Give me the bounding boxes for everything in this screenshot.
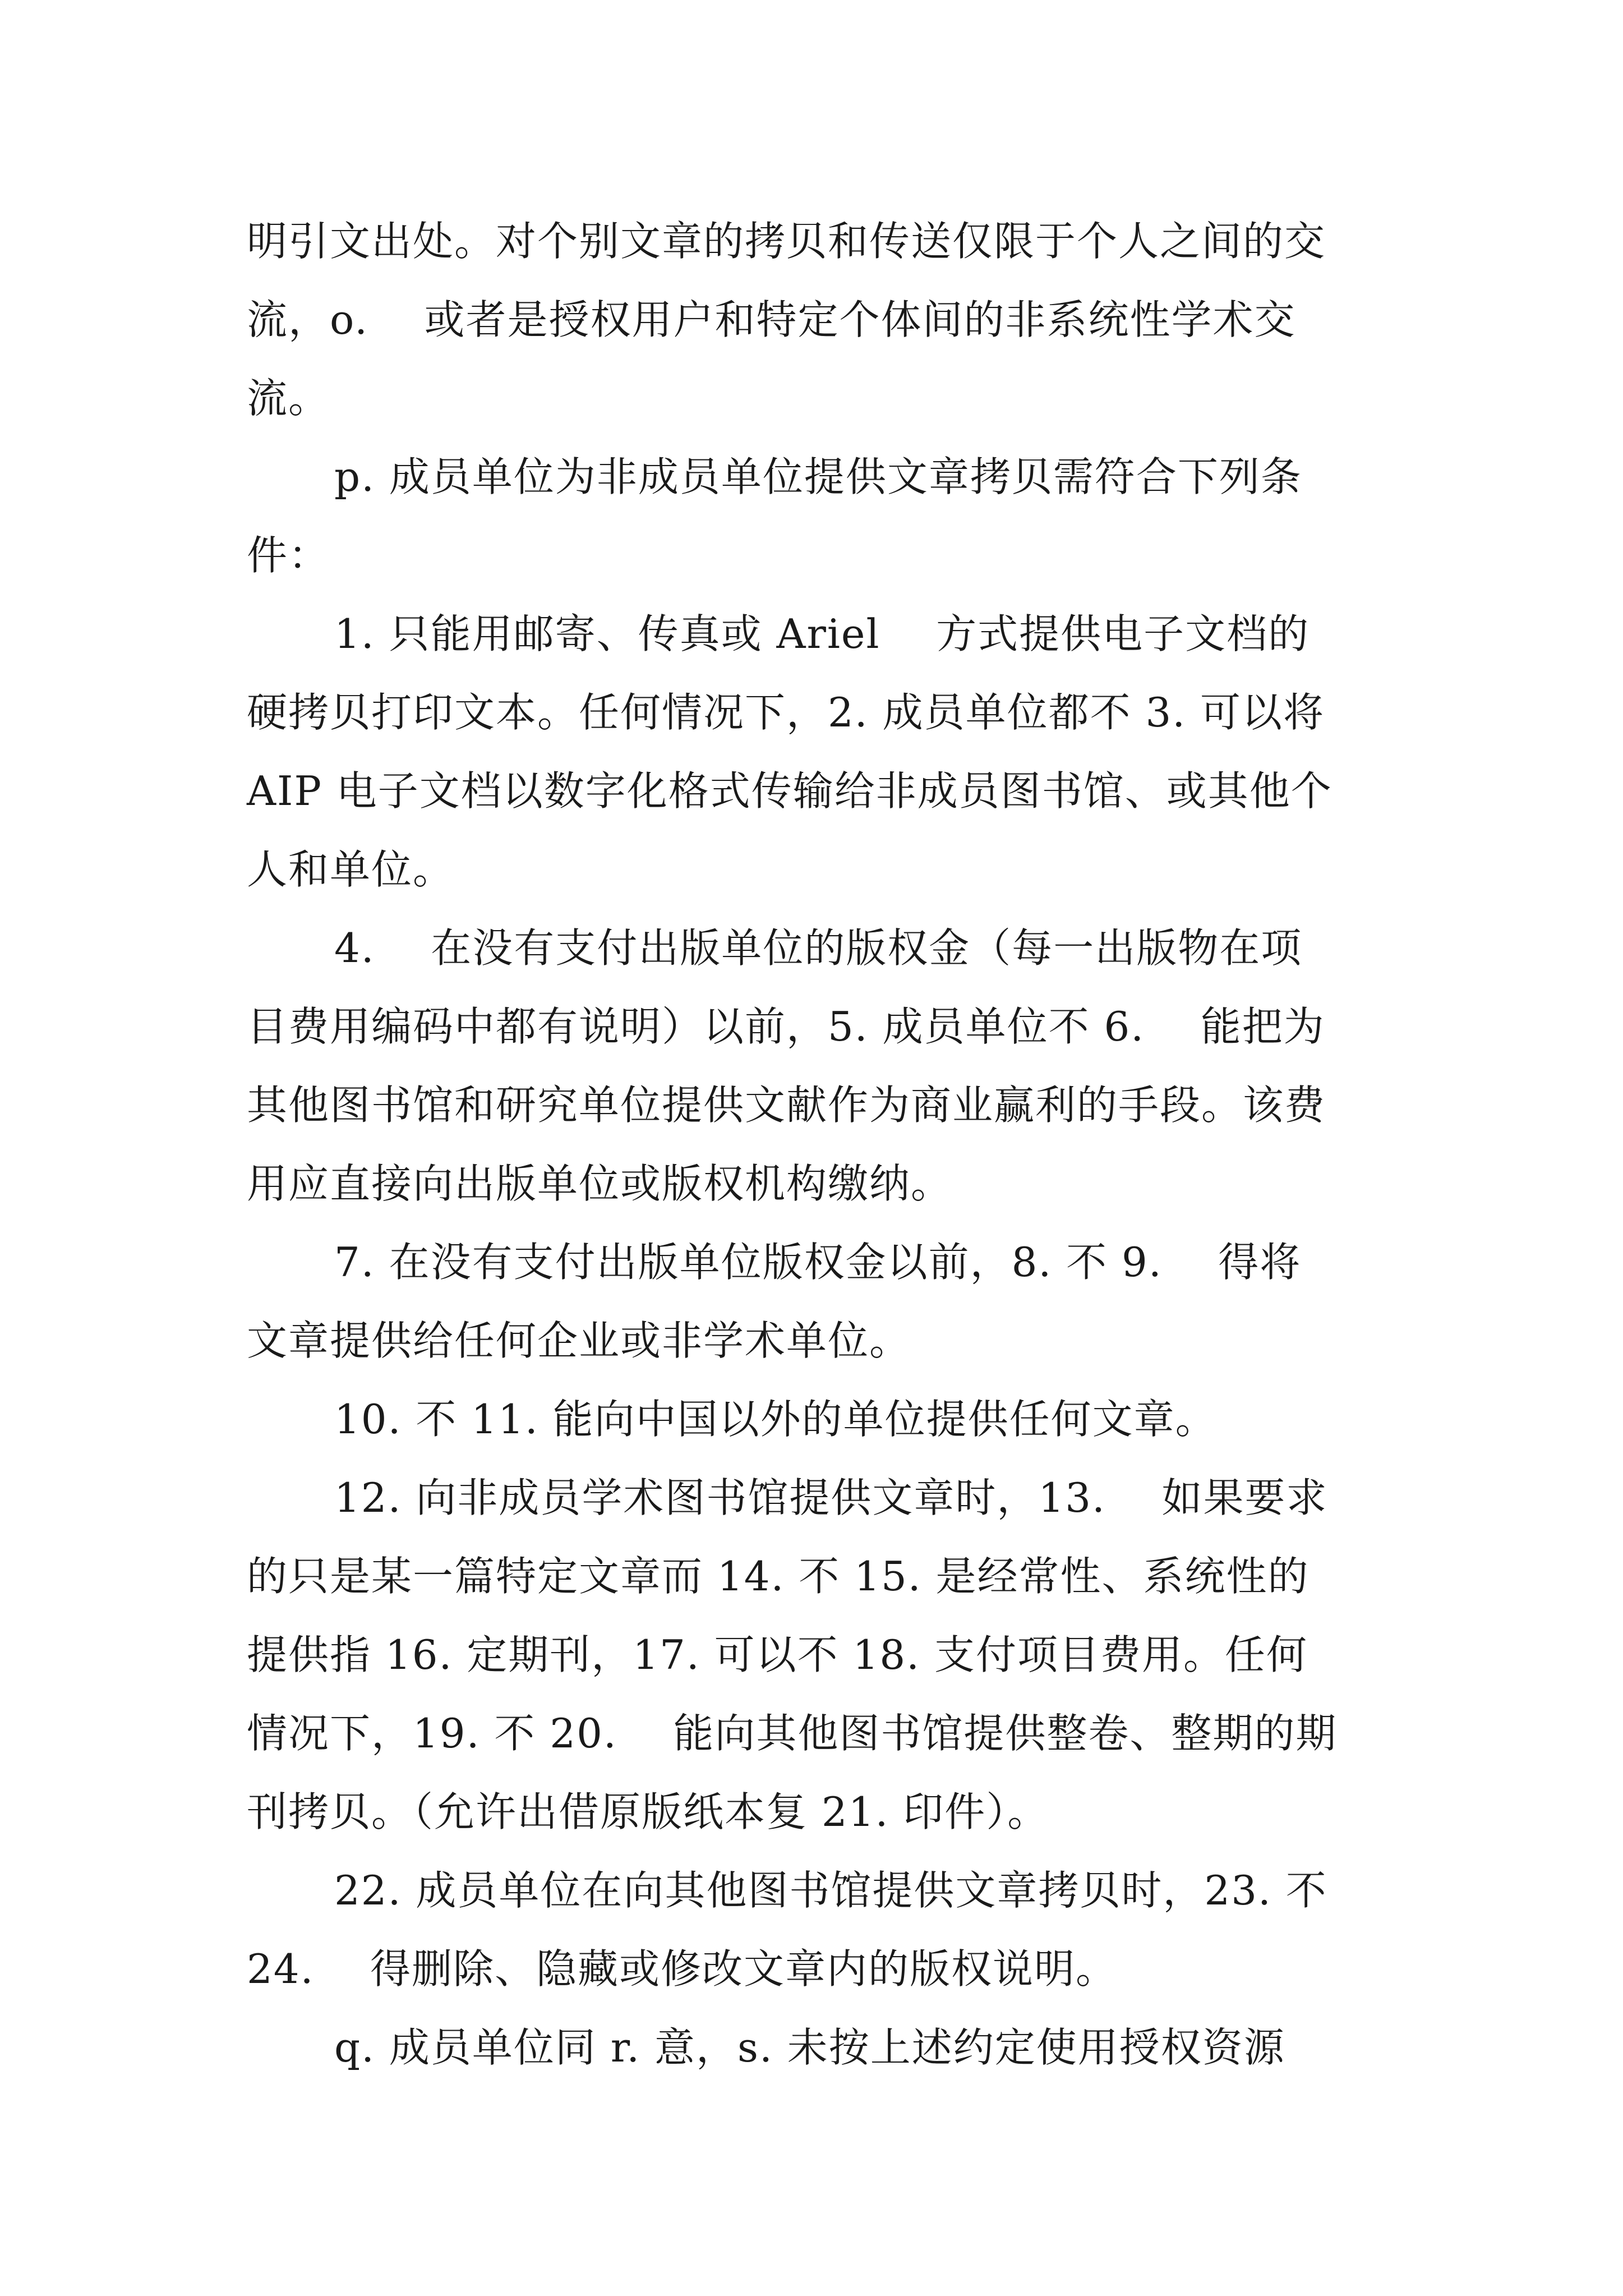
list-item-12-line: 12. 向非成员学术图书馆提供文章时，13. 如果要求 xyxy=(334,1474,1328,1521)
list-item-22-line: 22. 成员单位在向其他图书馆提供文章拷贝时，23. 不 xyxy=(334,1867,1327,1914)
text-line: 人和单位。 xyxy=(247,846,455,893)
text-line: 24. 得删除、隐藏或修改文章内的版权说明。 xyxy=(247,1945,1118,1993)
text-line: 目费用编码中都有说明）以前，5. 成员单位不 6. 能把为 xyxy=(247,1003,1325,1050)
list-item-10-line: 10. 不 11. 能向中国以外的单位提供任何文章。 xyxy=(334,1396,1217,1443)
text-line: 其他图书馆和研究单位提供文献作为商业赢利的手段。该费 xyxy=(247,1082,1326,1129)
text-line: AIP 电子文档以数字化格式传输给非成员图书馆、或其他个 xyxy=(247,767,1332,815)
text-line: 用应直接向出版单位或版权机构缴纳。 xyxy=(247,1160,953,1207)
text-line: 的只是某一篇特定文章而 14. 不 15. 是经常性、系统性的 xyxy=(247,1553,1310,1600)
list-item-1-line: 1. 只能用邮寄、传真或 Ariel 方式提供电子文档的 xyxy=(334,610,1310,657)
text-line: 流。 xyxy=(247,375,330,422)
list-item-7-line: 7. 在没有支付出版单位版权金以前，8. 不 9. 得将 xyxy=(334,1239,1302,1286)
paragraph-p-line: p. 成员单位为非成员单位提供文章拷贝需符合下列条 xyxy=(334,453,1302,500)
list-item-4-line: 4. 在没有支付出版单位的版权金（每一出版物在项 xyxy=(334,924,1303,972)
text-line: 明引文出处。对个别文章的拷贝和传送仅限于个人之间的交 xyxy=(247,218,1326,265)
text-line: 硬拷贝打印文本。任何情况下，2. 成员单位都不 3. 可以将 xyxy=(247,689,1325,736)
text-line: 提供指 16. 定期刊，17. 可以不 18. 支付项目费用。任何 xyxy=(247,1631,1308,1678)
text-line: 文章提供给任何企业或非学术单位。 xyxy=(247,1317,911,1364)
text-line: 情况下，19. 不 20. 能向其他图书馆提供整卷、整期的期 xyxy=(247,1710,1338,1757)
text-line: 流，o. 或者是授权用户和特定个体间的非系统性学术交 xyxy=(247,296,1296,343)
text-line: 件： xyxy=(247,532,330,579)
text-line: 刊拷贝。（允许出借原版纸本复 21. 印件）。 xyxy=(247,1788,1049,1835)
paragraph-q-line: q. 成员单位同 r. 意，s. 未按上述约定使用授权资源 xyxy=(334,2024,1285,2071)
